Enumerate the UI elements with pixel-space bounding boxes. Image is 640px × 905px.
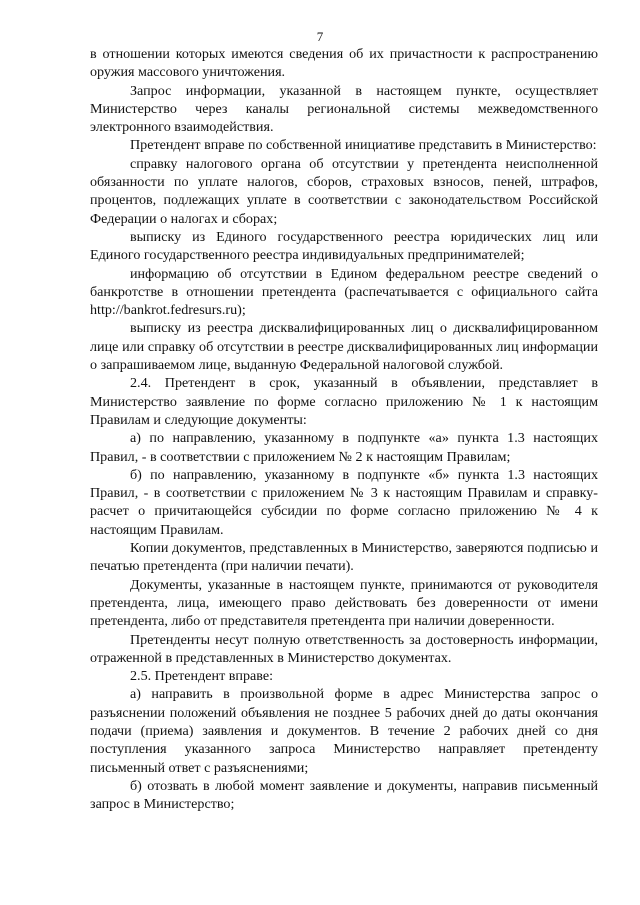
paragraph: Копии документов, представленных в Министерство, заверяются подписью и печатью претендента (при наличии печати). <box>90 540 598 575</box>
paragraph: информацию об отсутствии в Едином федеральном реестре сведений о банкротстве в отношении претендента (распечатывается с официального сайта http://bankrot.fedresurs.ru); <box>90 265 598 319</box>
paragraph: Запрос информации, указанной в настоящем пункте, осуществляет Министерство через каналы региональной системы межведомственного электронного взаимодействия. <box>90 82 598 136</box>
paragraph: в отношении которых имеются сведения об их причастности к распространению оружия массового уничтожения. <box>90 46 598 81</box>
paragraph: 2.4. Претендент в срок, указанный в объявлении, представляет в Министерство заявление по форме согласно приложению № 1 к настоящим Правилам и следующие документы: <box>90 375 598 428</box>
paragraph: выписку из Единого государственного реестра юридических лиц или Единого государственного реестра индивидуальных предпринимателей; <box>90 228 598 264</box>
paragraph: справку налогового органа об отсутствии у претендента неисполненной обязанности по уплате налогов, сборов, страховых взносов, пеней, штрафов, процентов, подлежащих уплате в соответствии с законодательством Российской Федерации о налогах и сборах; <box>90 155 598 227</box>
paragraph: выписку из реестра дисквалифицированных лиц о дисквалифицированном лице или справку об отсутствии в реестре дисквалифицированных лиц информации о запрашиваемом лице, выданную Федеральной налоговой службой. <box>90 320 598 374</box>
paragraph: Документы, указанные в настоящем пункте, принимаются от руководителя претендента, лица, имеющего право действовать без доверенности от имени претендента, либо от представителя претендента при наличии доверенности. <box>90 576 598 630</box>
paragraph: а) по направлению, указанному в подпункте «а» пункта 1.3 настоящих Правил, - в соответствии с приложением № 2 к настоящим Правилам; <box>90 430 598 465</box>
paragraph: а) направить в произвольной форме в адрес Министерства запрос о разъяснении положений объявления не позднее 5 рабочих дней до даты окончания подачи (приема) заявления и документов. В течение 2 рабочих дней со дня поступления указанного запроса Министерство направляет претенденту письменный ответ с разъяснениями; <box>90 686 598 776</box>
paragraph: Претендент вправе по собственной инициативе представить в Министерство: <box>130 137 597 154</box>
paragraph: б) по направлению, указанному в подпункте «б» пункта 1.3 настоящих Правил, - в соответствии с приложением № 3 к настоящим Правилам и справку-расчет о причитающейся субсидии по форме согласно приложению № 4 к настоящим Правилам. <box>90 466 598 538</box>
paragraph: Претенденты несут полную ответственность за достоверность информации, отраженной в представленных в Министерство документах. <box>90 631 598 666</box>
paragraph: б) отозвать в любой момент заявление и документы, направив письменный запрос в Министерство; <box>90 777 598 813</box>
document-body <box>90 45 598 813</box>
page-number: 7 <box>316 29 324 44</box>
paragraph: 2.5. Претендент вправе: <box>130 668 273 685</box>
